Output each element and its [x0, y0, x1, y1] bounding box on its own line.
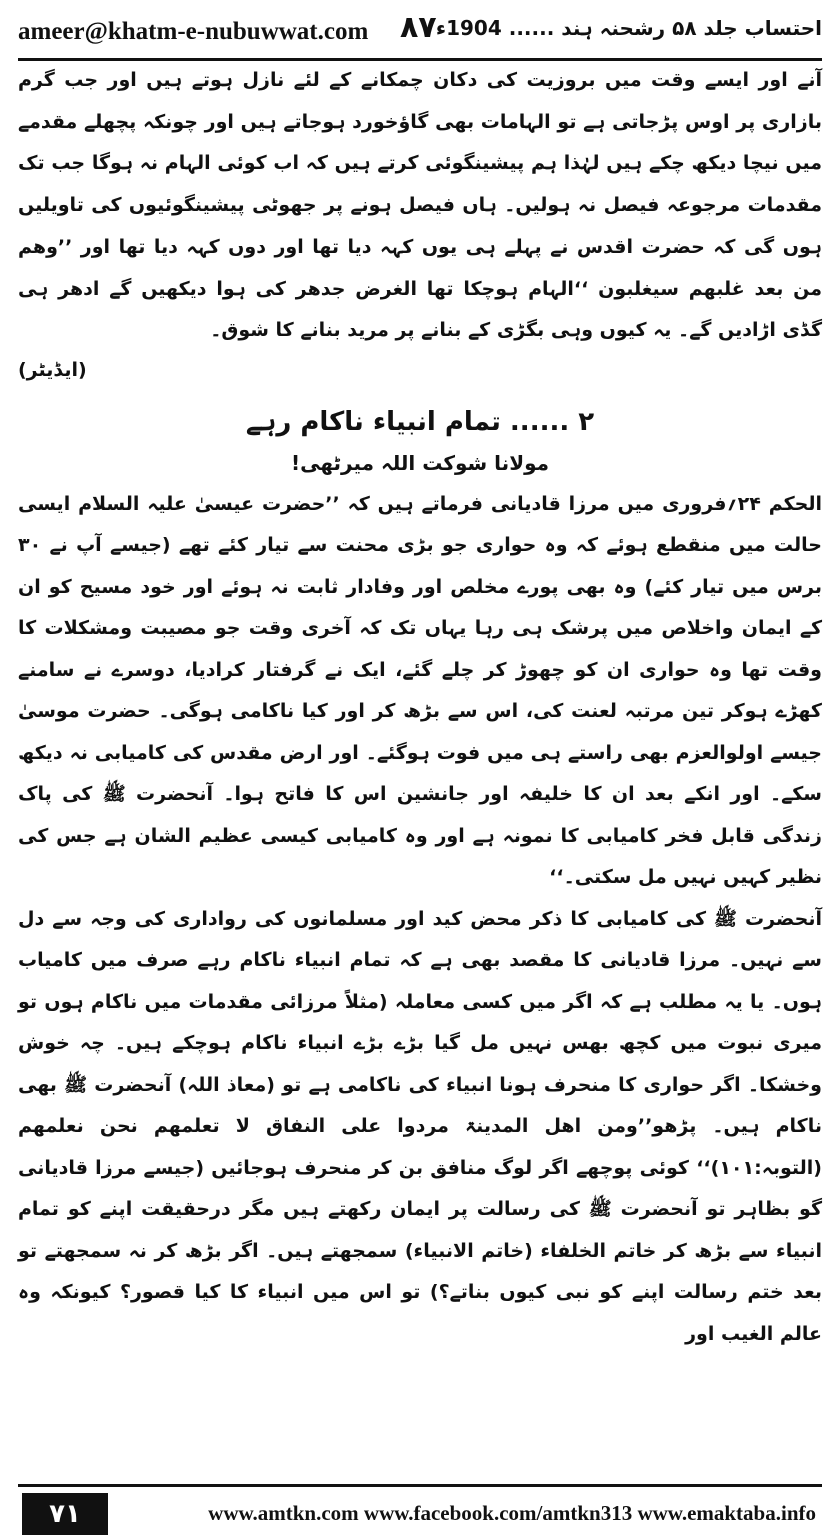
- section-title: ۲ ...... تمام انبیاء ناکام رہے: [245, 406, 595, 437]
- paragraph-2: الحکم ۲۴؍فروری میں مرزا قادیانی فرماتے ہیں کہ ’’حضرت عیسیٰ علیہ السلام ایسی حالت میں منقطع ہوئے کہ وہ حواری جو بڑی محنت سے تیار کئے تھے (جیسے آپ نے ۳۰ برس میں تیار کئے) وہ بھی پورے مخلص اور وفادار ثابت نہ ہوئے اور خود مسیح کو ان کے ایمان واخلاص میں پرشک ہی رہا یہاں تک کہ آخری وقت جو مصیبت ومشکلات کا وقت تھا وہ حواری ان کو چھوڑ کر چلے گئے، ایک نے گرفتار کرادیا، دوسرے نے سامنے کھڑے ہوکر تین مرتبہ لعنت کی، اس سے بڑھ کر اور کیا ناکامی ہوگی۔ حضرت موسیٰ جیسے اولوالعزم بھی راستے ہی میں فوت ہوگئے۔ اور ارض مقدس کی کامیابی نہ دیکھ سکے۔ اور انکے بعد ان کا خلیفہ اور جانشین اس کا فاتح ہوا۔ آنحضرت ﷺ کی پاک زندگی قابل فخر کامیابی کا نمونہ ہے اور وہ کامیابی کیسی عظیم الشان ہے جس کی نظیر کہیں نہیں مل سکتی۔‘‘: [18, 492, 822, 889]
- paragraph-3: آنحضرت ﷺ کی کامیابی کا ذکر محض کید اور مسلمانوں کی رواداری کی وجہ سے دل سے نہیں۔ مرزا قادیانی کا مقصد بھی ہے کہ تمام انبیاء ناکام رہے صرف میں کامیاب ہوں۔ یا یہ مطلب ہے کہ اگر میں کسی معاملہ (مثلاً مرزائی مقدمات میں ناکام ہوں تو میری نبوت میں کچھ بھس نہیں مل گیا بڑے بڑے انبیاء ناکام ہوچکے ہیں۔ چہ خوش وخشکا۔ اگر حواری کا منحرف ہونا انبیاء کی ناکامی ہے تو (معاذ اللہ) آنحضرت ﷺ بھی ناکام ہیں۔ پڑھو’’ومن اھل المدینۃ مردوا علی النفاق لا تعلمھم نحن نعلمھم (التوبہ:۱۰۱)‘‘ کوئی پوچھے اگر لوگ منافق بن کر منحرف ہوجائیں (جیسے مرزا قادیانی گو بظاہر تو آنحضرت ﷺ کی رسالت پر ایمان رکھتے ہیں مگر درحقیقت اپنے کو تمام انبیاء سے بڑھ کر خاتم الخلفاء (خاتم الانبیاء) سمجھتے ہیں۔ اگر بڑھ کر نہ سمجھتے تو بعد ختم رسالت اپنے کو نبی کیوں بناتے؟) تو اس میں انبیاء کا کیا قصور؟ کیونکہ وہ عالم الغیب اور: [18, 907, 822, 1345]
- paragraph-1: آنے اور ایسے وقت میں بروزیت کی دکان چمکانے کے لئے نازل ہوتے ہیں اور جب گرم بازاری پر اوس پڑجاتی ہے تو الہامات بھی گاؤخورد ہوجاتے ہیں اور چونکہ پچھلے مقدمے میں نیچا دیکھ چکے ہیں لہٰذا ہم پیشینگوئی کرتے ہیں کہ اب کوئی الہام نہ ہوگا جب تک مقدمات مرجوعہ فیصل نہ ہولیں۔ ہاں فیصل ہونے پر جھوٹی پیشینگوئیوں کی تاویلیں ہوں گی کہ حضرت اقدس نے پہلے ہی یوں کہہ دیا تھا اور دوں کہہ دیا تھا اور ’’وھم من بعد غلبھم سیغلبون ‘‘الہام ہوچکا تھا الغرض جدھر کی ہوا دیکھیں گے ادھر ہی گڈی اڑادیں گے۔ یہ کیوں وہی بگڑی کے بنانے پر مرید بنانے کا شوق۔: [18, 69, 822, 342]
- footer-links: www.amtkn.com www.facebook.com/amtkn313 www.emaktaba.info: [208, 1501, 816, 1525]
- page-footer: [18, 1484, 822, 1537]
- page-body: [18, 60, 822, 1355]
- editor-line: [18, 350, 822, 390]
- email-address: ameer@khatm-e-nubuwwat.com: [18, 18, 369, 45]
- page-number: ۸۷: [400, 10, 437, 45]
- book-info: احتساب جلد ۵۸ رشحنہ ہند ...... 1904ء: [435, 16, 822, 40]
- editor-signature: (ایڈیٹر): [18, 358, 87, 381]
- footer-page-number: ۷۱: [22, 1493, 108, 1535]
- page-header: [18, 8, 822, 61]
- author-name: مولانا شوکت اللہ میرٹھی!: [290, 450, 550, 475]
